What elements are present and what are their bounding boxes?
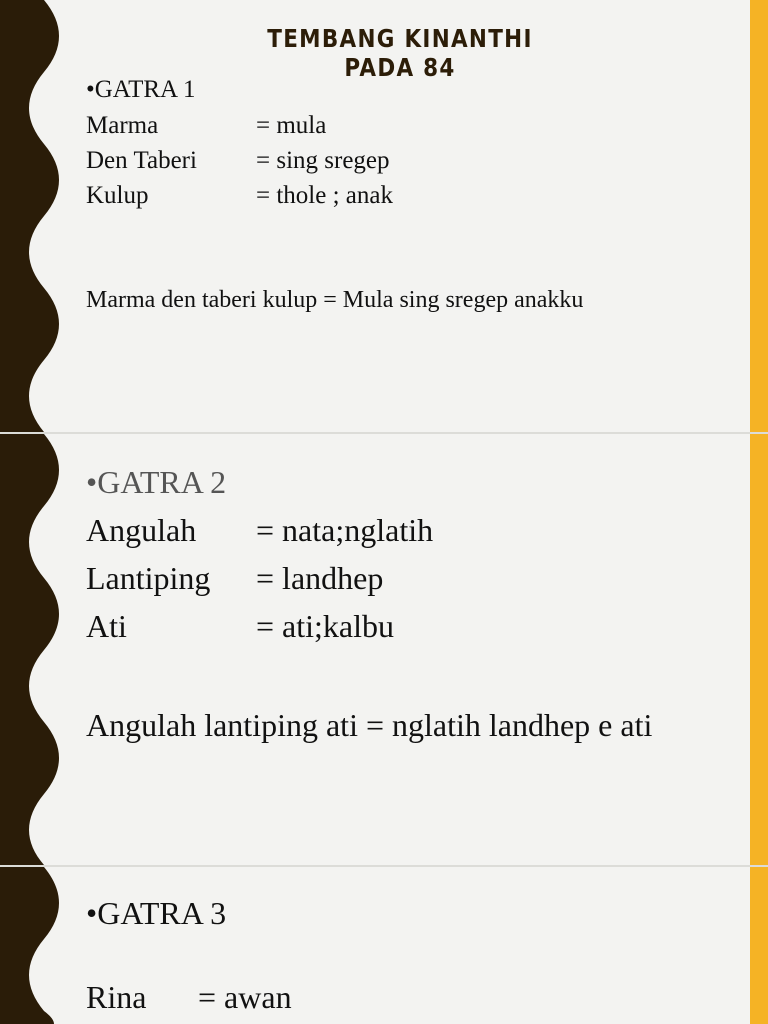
definition: = mula bbox=[256, 112, 327, 139]
term: Kulup bbox=[86, 182, 149, 209]
term: Lantiping bbox=[86, 560, 211, 596]
term: Den Taberi bbox=[86, 147, 197, 174]
translation-summary: Angulah lantiping ati = nglatih landhep e ati bbox=[86, 707, 653, 743]
definition: = landhep bbox=[256, 560, 384, 596]
wavy-border-decoration bbox=[0, 0, 60, 432]
definition: = nata;nglatih bbox=[256, 512, 434, 548]
accent-stripe bbox=[750, 434, 768, 865]
term: Ati bbox=[86, 608, 127, 644]
gatra-3-heading: •GATRA 3 bbox=[86, 895, 227, 931]
gatra-2-heading: •GATRA 2 bbox=[86, 464, 227, 500]
wavy-border-decoration bbox=[0, 434, 60, 865]
term: Rina bbox=[86, 979, 147, 1015]
definition: = thole ; anak bbox=[256, 182, 393, 209]
translation-summary: Marma den taberi kulup = Mula sing sregep anakku bbox=[86, 287, 584, 313]
gatra-1-heading: •GATRA 1 bbox=[86, 76, 196, 103]
slide-2 bbox=[0, 434, 768, 865]
accent-stripe bbox=[750, 0, 768, 432]
page-title: TEMBANG KINANTHI PADA 84 bbox=[267, 24, 533, 82]
definition: = ati;kalbu bbox=[256, 608, 395, 644]
slide-1 bbox=[0, 0, 768, 432]
slide-3 bbox=[0, 867, 768, 1024]
accent-stripe bbox=[750, 867, 768, 1024]
term: Angulah bbox=[86, 512, 197, 548]
wavy-border-decoration bbox=[0, 867, 60, 1024]
definition: = sing sregep bbox=[256, 147, 390, 174]
definition: = awan bbox=[198, 979, 292, 1015]
term: Marma bbox=[86, 112, 159, 139]
